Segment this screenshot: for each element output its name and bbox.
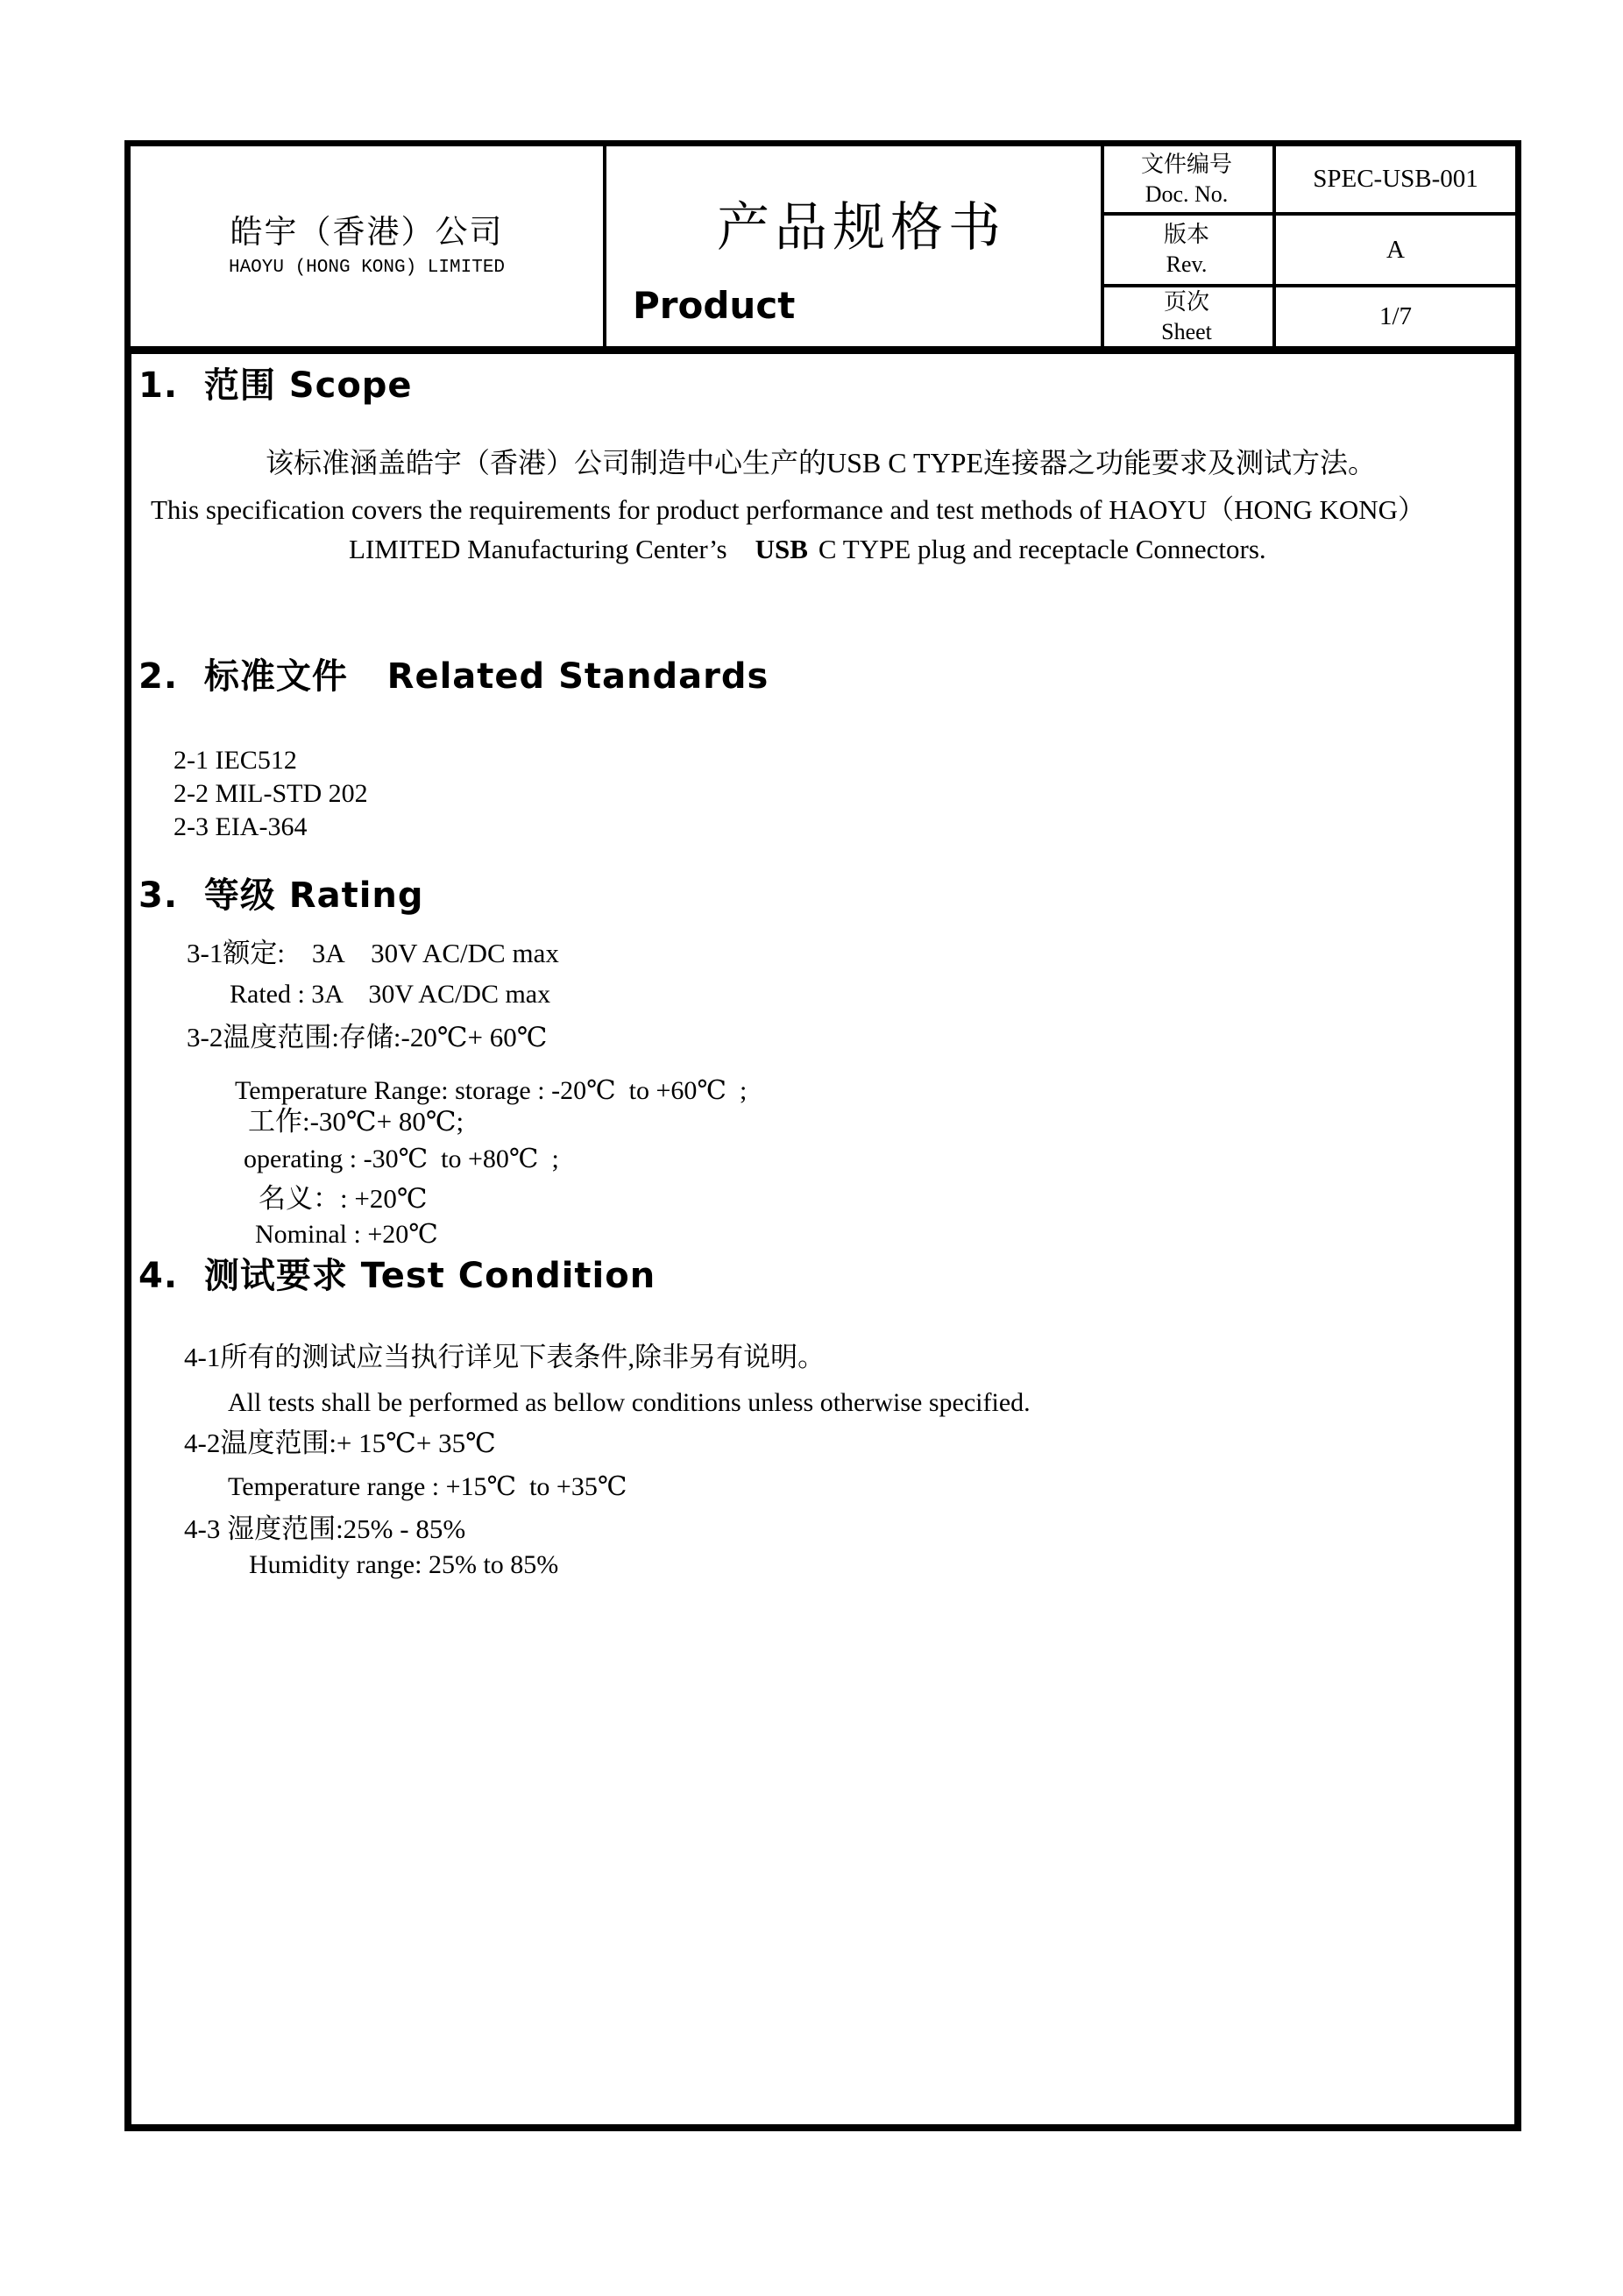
scope-en-2-usb-bold: USB — [755, 534, 808, 564]
standard-item-2: 2-2 MIL-STD 202 — [174, 779, 368, 808]
test-condition-all-zh: 4-1所有的测试应当执行详见下表条件,除非另有说明。 — [184, 1342, 826, 1372]
rating-temp-storage-zh: 3-2温度范围:存储:-20℃+ 60℃ — [187, 1022, 548, 1052]
test-condition-temp-en: Temperature range : +15℃ to +35℃ — [228, 1472, 627, 1501]
test-condition-humidity-en: Humidity range: 25% to 85% — [249, 1550, 559, 1579]
section-1-heading: 1. 范围 Scope — [138, 365, 413, 406]
rev-value: A — [1386, 235, 1405, 264]
scope-en-2-pre: LIMITED Manufacturing Center’s — [349, 534, 727, 564]
standard-item-1: 2-1 IEC512 — [174, 746, 297, 775]
company-cell — [131, 146, 603, 346]
test-condition-humidity-zh: 4-3 湿度范围:25% - 85% — [184, 1513, 466, 1544]
sheet-label-en: Sheet — [1161, 318, 1212, 344]
sheet-label-zh: 页次 — [1163, 288, 1209, 315]
doc-no-label-en: Doc. No. — [1145, 181, 1229, 207]
scope-paragraph-en-2 — [349, 535, 1266, 563]
rev-label-zh: 版本 — [1163, 222, 1209, 248]
rating-nominal-zh: 名义：: +20℃ — [259, 1183, 428, 1214]
section-4-heading: 4. 测试要求 Test Condition — [138, 1256, 656, 1296]
rating-temp-storage-en: Temperature Range: storage : -20℃ to +60℃ ; — [235, 1076, 748, 1105]
rating-temp-operating-zh: 工作:-30℃+ 80℃; — [248, 1106, 464, 1137]
rating-temp-operating-en: operating : -30℃ to +80℃ ; — [244, 1144, 559, 1173]
rating-rated-en: Rated : 3A 30V AC/DC max — [230, 980, 551, 1009]
rev-label-en: Rev. — [1166, 252, 1208, 277]
doc-no-value: SPEC-USB-001 — [1313, 165, 1478, 193]
doc-no-label — [1101, 146, 1272, 212]
section-3-heading: 3. 等级 Rating — [138, 875, 424, 916]
rating-rated-zh: 3-1额定: 3A 30V AC/DC max — [187, 938, 559, 968]
company-name-en: HAOYU (HONG KONG) LIMITED — [228, 257, 506, 278]
header-table — [124, 140, 1521, 352]
standard-item-3: 2-3 EIA-364 — [174, 812, 308, 841]
rating-nominal-en: Nominal : +20℃ — [255, 1220, 438, 1249]
sheet-value: 1/7 — [1378, 302, 1413, 330]
doc-title-en: Product — [633, 284, 796, 327]
rev-label — [1101, 216, 1272, 284]
scope-paragraph-zh: 该标准涵盖皓宇（香港）公司制造中心生产的USB C TYPE连接器之功能要求及测试方法。 — [266, 447, 1377, 478]
sheet-label — [1101, 287, 1272, 346]
scope-paragraph-en-1: This specification covers the requirements for product performance and test methods of HAOYU（HONG KONG） — [151, 494, 1426, 525]
section-2-heading: 2. 标准文件 Related Standards — [138, 656, 769, 697]
company-name-zh: 皓宇（香港）公司 — [230, 214, 504, 251]
doc-title-zh: 产品规格书 — [717, 199, 1006, 257]
doc-no-label-zh: 文件编号 — [1140, 151, 1232, 177]
test-condition-temp-zh: 4-2温度范围:+ 15℃+ 35℃ — [184, 1428, 496, 1458]
scope-en-2-post: C TYPE plug and receptacle Connectors. — [818, 534, 1266, 564]
test-condition-all-en: All tests shall be performed as bellow conditions unless otherwise specified. — [228, 1388, 1031, 1417]
